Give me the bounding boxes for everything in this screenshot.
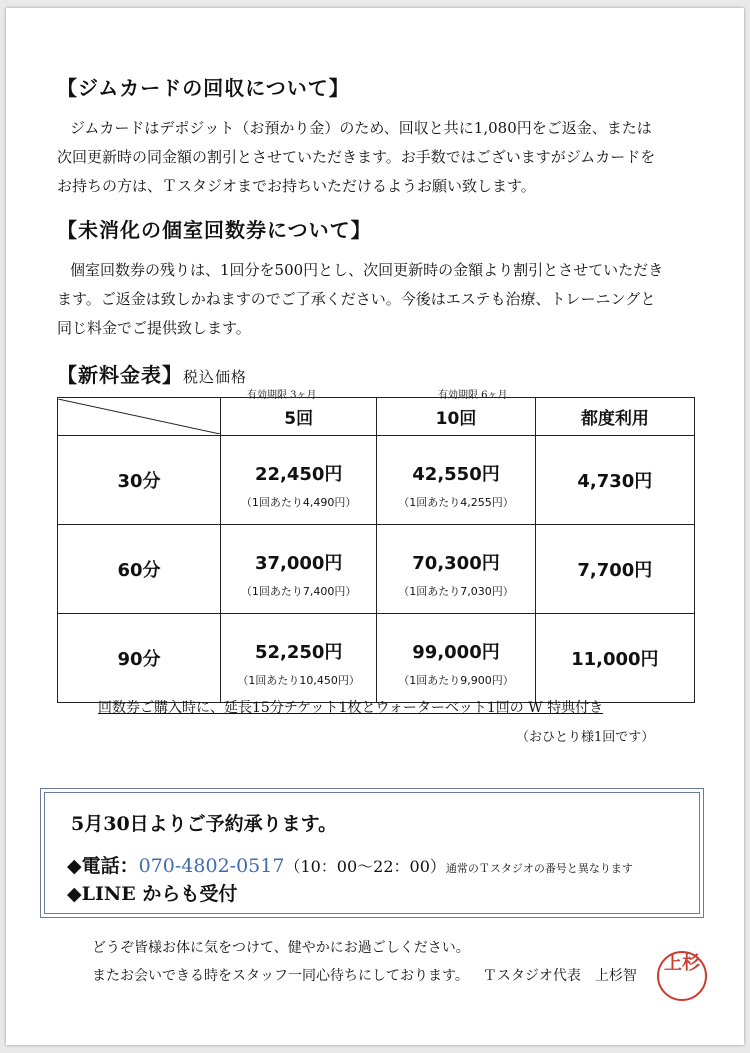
bonus-note-sub: （おひとり様1回です） [516,730,655,745]
tax-included-label: 税込価格 [183,368,248,386]
closing-line-2-text: またお会いできる時をスタッフ一同心待ちにしております。 [92,968,469,984]
per-session-10: （1回あたり7,030円） [398,585,514,598]
gym-card-heading: 【ジムカードの回収について】 [57,76,350,100]
per-session-5: （1回あたり10,450円） [237,674,360,687]
gym-card-line-3: お持ちの方は、Ｔスタジオまでお持ちいただけるようお願い致します。 [57,177,536,195]
price-table-heading [57,359,247,388]
line-contact: ◆LINE からも受付 [67,883,238,905]
closing-line-2 [92,962,637,991]
price-single: 11,000円 [571,649,659,670]
price-5: 22,450円 [254,464,343,485]
diagonal-corner-cell [58,398,221,436]
phone-note: 通常のＴスタジオの番号と異なります [445,862,633,875]
private-room-line-1: 個室回数券の残りは、1回分を500円とし、次回更新時の金額より割引とさせていただき [70,261,664,279]
per-session-5: （1回あたり7,400円） [240,585,357,598]
gym-card-line-2: 次回更新時の同金額の割引とさせていただきます。お手数ではございますがジムカードを [57,148,656,166]
bonus-note: 回数券ご購入時に、延長15分チケット1枚とウォーターベット1回の W 特典付き [98,700,604,716]
table-row [58,614,695,703]
column-header-single: 都度利用 [535,398,694,436]
phone-line [67,851,633,878]
duration-label: 30分 [117,471,161,492]
price-10: 99,000円 [412,642,500,663]
duration-label: 90分 [117,649,161,670]
price-table-title: 【新料金表】 [57,363,183,387]
per-session-10: （1回あたり4,255円） [398,496,514,509]
phone-number[interactable]: 070-4802-0517 [138,855,285,877]
column-header-10: 10回 [377,398,535,436]
price-5: 52,250円 [254,642,343,663]
seal-stamp [657,951,707,1001]
price-table [57,397,695,703]
private-room-line-3: 同じ料金でご提供致します。 [57,319,251,337]
validity-5-label: 有効期限 3ヶ月 [247,390,317,401]
price-single: 4,730円 [577,471,653,492]
phone-prefix: ◆電話： [67,855,139,877]
price-10: 70,300円 [412,553,500,574]
price-5: 37,000円 [254,553,343,574]
private-room-heading: 【未消化の個室回数券について】 [57,218,372,242]
closing-line-1: どうぞ皆様お体に気をつけて、健やかにお過ごしください。 [92,940,470,956]
reservation-box [40,788,704,918]
private-room-line-2: ます。ご返金は致しかねますのでご了承ください。今後はエステも治療、トレーニングと [57,290,656,308]
price-table-header-row [58,398,695,436]
duration-label: 60分 [117,560,161,581]
validity-10-label: 有効期限 6ヶ月 [438,390,508,401]
gym-card-line-1: ジムカードはデポジット（お預かり金）のため、回収と共に1,080円をご返金、または [70,119,652,137]
price-10: 42,550円 [412,464,500,485]
phone-hours: （10：00～22：00） [284,857,446,876]
per-session-10: （1回あたり9,900円） [398,674,514,687]
price-single: 7,700円 [577,560,653,581]
table-row [58,436,695,525]
diagonal-line [58,399,220,434]
seal-stamp-text: 上杉 [664,953,700,974]
reservation-title: 5月30日よりご予約承ります。 [71,813,338,835]
column-header-5: 5回 [221,398,377,436]
per-session-5: （1回あたり4,490円） [240,496,357,509]
signature: Ｔスタジオ代表 上杉智 [482,968,637,984]
table-row [58,525,695,614]
